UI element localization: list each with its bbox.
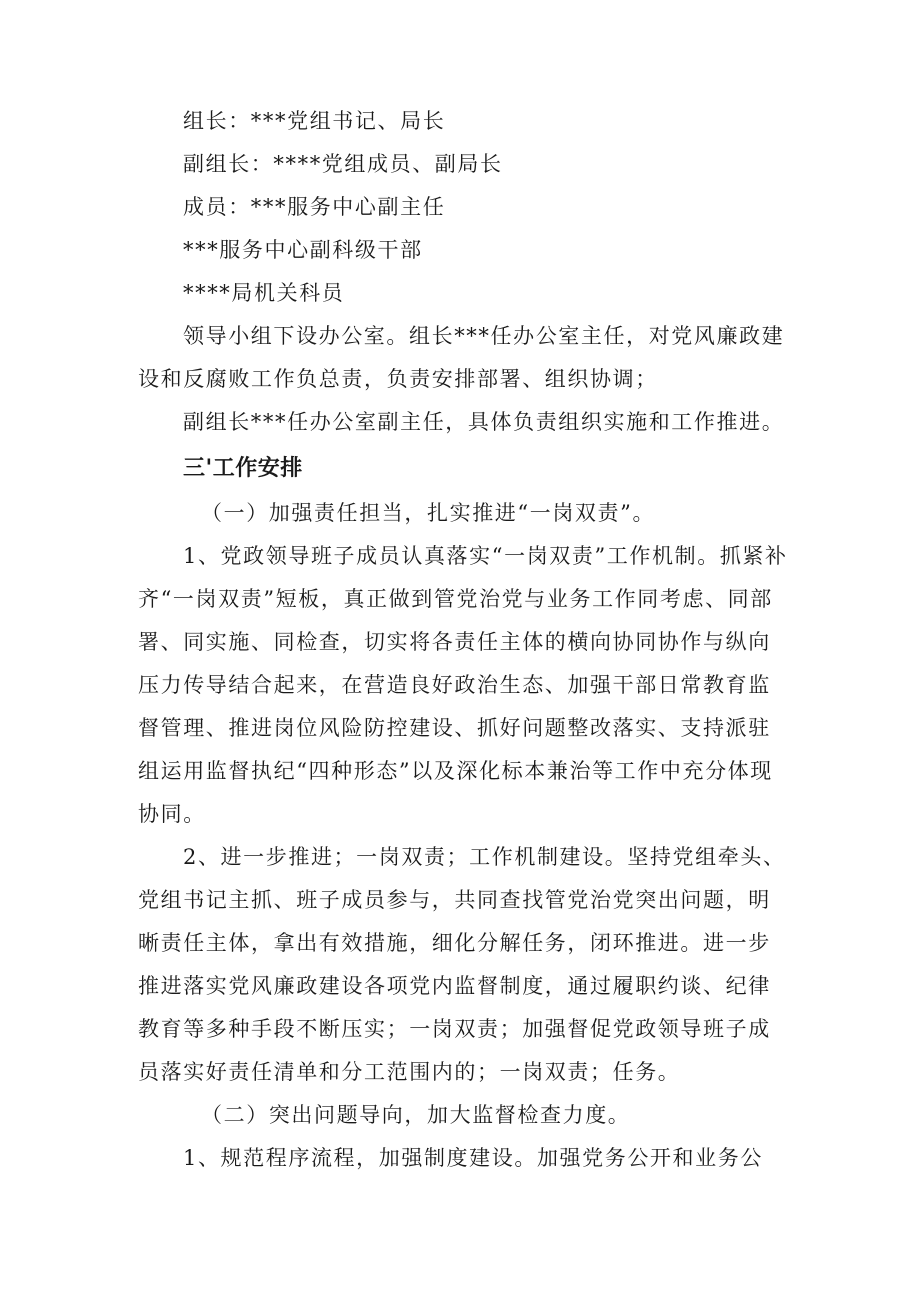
- leader-line: 组长：***党组书记、局长: [183, 109, 446, 133]
- subsection-title: （一）加强责任担当，扎实推进“一岗双责”。: [201, 501, 656, 525]
- subsection-title: （二）突出问题导向，加大监督检查力度。: [201, 1103, 631, 1127]
- office-deputy-paragraph: 副组长***任办公室副主任，具体负责组织实施和工作推进。: [183, 410, 785, 434]
- body-paragraph: 1、规范程序流程，加强制度建设。加强党务公开和业务公: [183, 1146, 763, 1170]
- section-heading: 三'工作安排: [183, 456, 303, 481]
- deputy-leader-line: 副组长：****党组成员、副局长: [183, 152, 503, 176]
- office-paragraph: 领导小组下设办公室。组长***任办公室主任，对党风廉政建设和反腐败工作负总责，负责安排部署、组织协调；: [138, 324, 785, 391]
- body-paragraph: 1、党政领导班子成员认真落实“一岗双责”工作机制。抓紧补齐“一岗双责”短板，真正做到管党治党与业务工作同考虑、同部署、同实施、同检查，切实将各责任主体的横向协同协作与纵向压力传导结合起来，在营造良好政治生态、加强干部日常教育监督管理、推进岗位风险防控建设、抓好问题整改落实、支持派驻组运用监督执纪“四种形态”以及深化标本兼治等工作中充分体现协同。: [138, 544, 788, 826]
- member-line-3: ****局机关科员: [183, 281, 345, 305]
- body-paragraph: 2、进一步推进；一岗双责；工作机制建设。坚持党组牵头、党组书记主抓、班子成员参与，共同查找管党治党突出问题，明晰责任主体，拿出有效措施，细化分解任务，闭环推进。进一步推进落实党风廉政建设各项党内监督制度，通过履职约谈、纪律教育等多种手段不断压实；一岗双责；加强督促党政领导班子成员落实好责任清单和分工范围内的；一岗双责；任务。: [138, 845, 786, 1084]
- document-body: [138, 100, 793, 1180]
- member-line-1: 成员：***服务中心副主任: [183, 195, 446, 219]
- member-line-2: ***服务中心副科级干部: [183, 238, 423, 262]
